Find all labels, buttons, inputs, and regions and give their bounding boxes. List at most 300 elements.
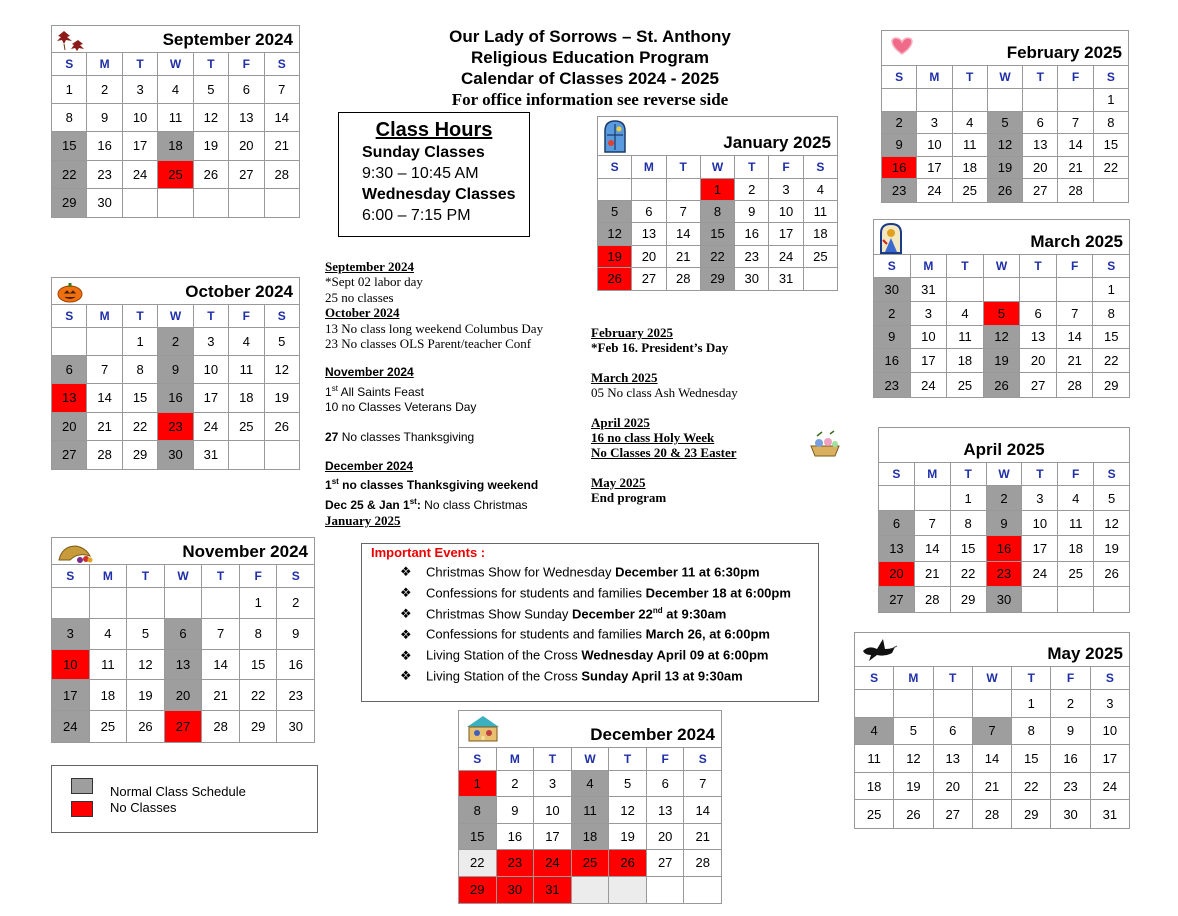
day-cell: 23	[735, 246, 769, 268]
day-cell: 3	[194, 328, 229, 356]
week-row	[52, 711, 314, 742]
empty-day-cell	[1094, 587, 1129, 612]
day-cell: 16	[1051, 745, 1090, 773]
day-cell: 11	[804, 201, 837, 223]
day-cell: 24	[52, 711, 90, 742]
empty-day-cell	[202, 588, 240, 619]
day-cell: 3	[911, 302, 948, 326]
day-cell: 11	[90, 650, 128, 681]
day-cell: 2	[277, 588, 314, 619]
day-cell: 23	[277, 680, 314, 711]
notes-nov-line: 27 No classes Thanksgiving	[325, 429, 475, 444]
weekday-header-row	[52, 305, 299, 328]
day-cell: 14	[1057, 326, 1094, 350]
day-cell: 9	[277, 619, 314, 650]
day-cell: 1	[52, 76, 87, 104]
day-cell: 12	[194, 104, 229, 132]
weekday-header-row	[879, 463, 1129, 486]
day-cell: 18	[572, 824, 610, 850]
day-cell: 8	[52, 104, 87, 132]
day-cell: 21	[202, 680, 240, 711]
day-cell: 28	[684, 850, 721, 876]
day-cell: 24	[911, 373, 948, 397]
day-cell: 27	[52, 441, 87, 469]
day-cell: 2	[1051, 690, 1090, 718]
day-cell: 29	[240, 711, 278, 742]
empty-day-cell	[1094, 179, 1128, 202]
day-cell: 9	[158, 356, 193, 384]
day-cell: 25	[229, 413, 264, 441]
weekday-header-row	[874, 255, 1129, 278]
week-row	[874, 278, 1129, 302]
weekday-label: F	[647, 748, 685, 771]
weekday-label: M	[497, 748, 535, 771]
weekday-header-row	[459, 748, 721, 771]
day-cell: 23	[158, 413, 193, 441]
weekday-label: W	[165, 565, 203, 588]
day-cell: 30	[87, 189, 122, 217]
day-cell: 6	[647, 771, 685, 797]
week-row	[874, 302, 1129, 326]
day-cell: 2	[87, 76, 122, 104]
notes-feb-line: *Feb 16. President’s Day	[591, 340, 729, 356]
weekday-label: W	[158, 53, 193, 76]
day-cell: 1	[459, 771, 497, 797]
day-cell: 25	[947, 373, 984, 397]
week-row	[52, 132, 299, 160]
notes-apr-heading: April 2025	[591, 414, 650, 430]
day-cell: 10	[194, 356, 229, 384]
week-row	[879, 536, 1129, 561]
day-cell: 18	[804, 223, 837, 245]
day-cell: 20	[165, 680, 203, 711]
day-cell: 29	[52, 189, 87, 217]
day-cell: 14	[915, 536, 951, 561]
weekday-label: S	[52, 53, 87, 76]
day-cell: 5	[127, 619, 165, 650]
notes-mar-heading: March 2025	[591, 369, 658, 385]
day-cell: 26	[988, 179, 1023, 202]
day-cell: 6	[165, 619, 203, 650]
day-cell: 21	[265, 132, 299, 160]
day-cell: 10	[917, 134, 952, 157]
day-cell: 15	[240, 650, 278, 681]
empty-day-cell	[988, 89, 1023, 112]
day-cell: 10	[769, 201, 803, 223]
day-cell: 14	[202, 650, 240, 681]
day-cell: 22	[1012, 773, 1051, 801]
class-hours-title: Class Hours	[375, 119, 493, 141]
sunday-classes-time: 9:30 – 10:45 AM	[362, 165, 479, 182]
weekday-label: T	[953, 66, 988, 89]
day-cell: 21	[915, 562, 951, 587]
week-row	[855, 800, 1129, 828]
calendar-november-2024	[51, 537, 315, 743]
day-cell: 6	[1023, 112, 1058, 135]
day-cell: 17	[52, 680, 90, 711]
day-cell: 21	[684, 824, 721, 850]
day-cell: 13	[934, 745, 973, 773]
day-cell: 14	[684, 797, 721, 823]
day-cell: 20	[1023, 157, 1058, 180]
week-row	[874, 373, 1129, 397]
day-cell: 3	[123, 76, 158, 104]
day-cell: 14	[667, 223, 701, 245]
weekday-label: T	[194, 53, 229, 76]
empty-day-cell	[1020, 278, 1057, 302]
notes-apr-line: No Classes 20 & 23 Easter	[591, 445, 737, 461]
notes-apr-line: 16 no class Holy Week	[591, 430, 715, 446]
week-row	[52, 189, 299, 217]
empty-day-cell	[598, 179, 632, 201]
day-cell: 20	[1020, 349, 1057, 373]
day-cell: 8	[459, 797, 497, 823]
day-cell: 4	[947, 302, 984, 326]
empty-day-cell	[1023, 89, 1058, 112]
day-cell: 1	[1012, 690, 1051, 718]
day-cell: 22	[459, 850, 497, 876]
weekday-label: S	[1093, 255, 1129, 278]
weekday-label: S	[684, 748, 721, 771]
calendar-september-2024	[51, 25, 300, 218]
class-hours-box	[338, 112, 530, 237]
autumn-leaves-icon	[56, 28, 90, 57]
calendar-april-2025	[878, 427, 1130, 613]
empty-day-cell	[229, 189, 264, 217]
weekday-label: F	[1057, 255, 1094, 278]
day-cell: 4	[90, 619, 128, 650]
day-cell: 29	[123, 441, 158, 469]
week-row	[598, 179, 837, 201]
notes-may-heading: May 2025	[591, 474, 646, 490]
office-info-note: For office information see reverse side	[451, 90, 729, 109]
day-cell: 31	[194, 441, 229, 469]
day-cell: 26	[609, 850, 647, 876]
week-row	[882, 89, 1128, 112]
bullet-icon: ❖	[400, 626, 412, 642]
weekday-label: S	[277, 565, 314, 588]
week-row	[459, 797, 721, 823]
empty-day-cell	[915, 486, 951, 511]
weekday-label: M	[87, 53, 122, 76]
weekday-label: T	[127, 565, 165, 588]
notes-nov-heading: November 2024	[325, 365, 414, 380]
day-cell: 22	[240, 680, 278, 711]
weekday-label: W	[988, 66, 1023, 89]
week-row	[855, 690, 1129, 718]
day-cell: 20	[52, 413, 87, 441]
month-title: May 2025	[1047, 644, 1123, 663]
notes-right	[591, 325, 821, 506]
empty-day-cell	[632, 179, 666, 201]
calendar-october-2024	[51, 277, 300, 470]
day-cell: 5	[598, 201, 632, 223]
day-cell: 3	[917, 112, 952, 135]
day-cell: 2	[882, 112, 917, 135]
day-cell: 18	[947, 349, 984, 373]
day-cell: 12	[127, 650, 165, 681]
day-cell: 15	[123, 384, 158, 412]
weekday-label: T	[947, 255, 984, 278]
legend-normal-label: Normal Class Schedule	[110, 784, 246, 799]
empty-day-cell	[879, 486, 915, 511]
week-row	[855, 773, 1129, 801]
day-cell: 19	[988, 157, 1023, 180]
weekday-label: T	[123, 53, 158, 76]
important-events-box	[361, 543, 819, 702]
event-item: ❖ Confessions for students and families March 26, at 6:00pm	[400, 626, 770, 642]
weekday-label: F	[769, 156, 803, 179]
day-cell: 31	[911, 278, 948, 302]
empty-day-cell	[265, 441, 299, 469]
day-cell: 4	[804, 179, 837, 201]
day-cell: 16	[87, 132, 122, 160]
day-cell: 30	[735, 268, 769, 290]
event-item: ❖ Living Station of the Cross Sunday April 13 at 9:30am	[400, 668, 743, 684]
week-row	[598, 246, 837, 268]
event-item: ❖ Christmas Show Sunday December 22nd at 9:30am	[400, 605, 727, 621]
day-cell: 24	[769, 246, 803, 268]
legend-box	[51, 765, 318, 833]
day-cell: 28	[202, 711, 240, 742]
day-cell: 27	[165, 711, 203, 742]
notes-left	[325, 259, 595, 529]
notes-dec-line: 1st no classes Thanksgiving weekend	[325, 477, 539, 493]
day-cell: 14	[265, 104, 299, 132]
month-title: November 2024	[182, 542, 308, 561]
month-title: October 2024	[185, 282, 293, 301]
day-cell: 15	[1094, 134, 1128, 157]
day-cell: 21	[973, 773, 1012, 801]
day-cell: 3	[52, 619, 90, 650]
day-cell: 12	[894, 745, 933, 773]
day-cell: 22	[52, 161, 87, 189]
day-cell: 25	[953, 179, 988, 202]
notes-oct-line: 13 No class long weekend Columbus Day	[325, 320, 544, 336]
day-cell: 17	[194, 384, 229, 412]
day-cell: 17	[911, 349, 948, 373]
empty-day-cell	[1022, 587, 1058, 612]
weekday-label: T	[534, 748, 572, 771]
weekday-label: M	[915, 463, 951, 486]
day-cell: 18	[855, 773, 894, 801]
day-cell: 19	[127, 680, 165, 711]
day-cell: 31	[534, 877, 572, 903]
weekday-header-row	[882, 66, 1128, 89]
day-cell: 8	[240, 619, 278, 650]
day-cell: 23	[1051, 773, 1090, 801]
week-row	[879, 587, 1129, 612]
weekday-label: T	[609, 748, 647, 771]
weekday-label: M	[917, 66, 952, 89]
weekday-label: M	[911, 255, 948, 278]
day-cell: 24	[917, 179, 952, 202]
day-cell: 8	[123, 356, 158, 384]
day-cell: 21	[87, 413, 122, 441]
day-cell: 8	[1094, 112, 1128, 135]
day-cell: 19	[609, 824, 647, 850]
empty-day-cell	[882, 89, 917, 112]
day-cell: 7	[1058, 112, 1093, 135]
weekday-label: T	[951, 463, 987, 486]
day-cell: 31	[1102, 806, 1118, 822]
day-cell: 26	[127, 711, 165, 742]
day-cell: 1	[1093, 278, 1129, 302]
day-cell: 31	[769, 268, 803, 290]
day-cell: 21	[1058, 157, 1093, 180]
empty-day-cell	[572, 877, 610, 903]
dove-icon	[859, 635, 899, 670]
week-row	[459, 771, 721, 797]
day-cell: 2	[874, 302, 911, 326]
day-cell: 7	[667, 201, 701, 223]
nativity-icon	[463, 713, 503, 748]
weekday-label: W	[572, 748, 610, 771]
sunday-classes-label: Sunday Classes	[362, 144, 485, 161]
day-cell: 9	[882, 134, 917, 157]
empty-day-cell	[1058, 89, 1093, 112]
event-item: ❖ Living Station of the Cross Wednesday April 09 at 6:00pm	[400, 647, 769, 663]
day-cell: 27	[1020, 373, 1057, 397]
weekday-label: S	[52, 305, 87, 328]
empty-day-cell	[984, 278, 1021, 302]
calendar-december-2024	[458, 710, 722, 904]
day-cell: 12	[265, 356, 299, 384]
day-cell: 7	[684, 771, 721, 797]
day-cell: 11	[855, 745, 894, 773]
notes-sep-line: *Sept 02 labor day	[325, 274, 423, 290]
weekday-label: F	[240, 565, 278, 588]
weekday-label: T	[202, 565, 240, 588]
day-cell: 18	[229, 384, 264, 412]
day-cell: 4	[229, 328, 264, 356]
day-cell: 13	[1020, 326, 1057, 350]
day-cell: 24	[534, 850, 572, 876]
day-cell: 10	[911, 326, 948, 350]
weekday-label: S	[804, 156, 837, 179]
day-cell: 29	[701, 268, 735, 290]
heart-icon	[886, 33, 918, 62]
weekday-label: F	[1058, 66, 1093, 89]
notes-oct-heading: October 2024	[325, 305, 400, 321]
day-cell: 26	[894, 800, 933, 828]
empty-day-cell	[265, 189, 299, 217]
day-cell: 10	[52, 650, 90, 681]
day-cell: 1	[951, 486, 987, 511]
day-cell: 6	[229, 76, 264, 104]
notes-sep-line: 25 no classes	[325, 289, 394, 305]
day-cell: 12	[1094, 511, 1129, 536]
weekday-label: W	[973, 667, 1012, 690]
day-cell: 19	[194, 132, 229, 160]
bullet-icon: ❖	[400, 647, 412, 663]
day-cell: 17	[917, 157, 952, 180]
day-cell: 17	[1022, 536, 1058, 561]
day-cell: 27	[879, 587, 915, 612]
weekday-label: T	[1022, 463, 1058, 486]
weekday-label: S	[265, 305, 299, 328]
weekday-header-row	[598, 156, 837, 179]
weekday-label: T	[1012, 667, 1051, 690]
day-cell: 5	[984, 302, 1021, 326]
empty-day-cell	[917, 89, 952, 112]
day-cell: 28	[1058, 179, 1093, 202]
week-row	[52, 328, 299, 356]
day-cell: 1	[701, 179, 735, 201]
empty-day-cell	[158, 189, 193, 217]
month-title: March 2025	[1030, 232, 1123, 251]
bullet-icon: ❖	[400, 668, 412, 684]
empty-day-cell	[647, 877, 685, 903]
wednesday-classes-time: 6:00 – 7:15 PM	[362, 207, 471, 224]
day-cell: 8	[1093, 302, 1129, 326]
week-row	[855, 745, 1129, 773]
weekday-label: M	[632, 156, 666, 179]
day-cell: 16	[497, 824, 535, 850]
day-cell: 25	[804, 246, 837, 268]
notes-feb-heading: February 2025	[591, 325, 673, 340]
day-cell: 27	[647, 850, 685, 876]
day-cell: 7	[87, 356, 122, 384]
day-cell: 15	[951, 536, 987, 561]
day-cell: 5	[1094, 486, 1129, 511]
day-cell: 7	[265, 76, 299, 104]
weekday-label: M	[87, 305, 122, 328]
week-row	[598, 201, 837, 223]
bullet-icon: ❖	[400, 564, 412, 580]
day-cell: 8	[951, 511, 987, 536]
day-cell: 17	[534, 824, 572, 850]
weekday-label: T	[1023, 66, 1058, 89]
weekday-label: S	[265, 53, 299, 76]
legend-normal-swatch	[71, 778, 93, 794]
day-cell: 3	[534, 771, 572, 797]
calendar-march-2025	[873, 219, 1130, 398]
day-cell: 9	[497, 797, 535, 823]
day-cell: 16	[874, 349, 911, 373]
month-title: April 2025	[963, 440, 1045, 459]
saint-window-icon	[878, 222, 904, 259]
day-cell: 15	[701, 223, 735, 245]
week-row	[882, 134, 1128, 157]
day-cell: 23	[87, 161, 122, 189]
important-events-title: Important Events :	[371, 545, 486, 560]
wednesday-classes-label: Wednesday Classes	[362, 186, 516, 203]
empty-day-cell	[229, 441, 264, 469]
day-cell: 19	[598, 246, 632, 268]
calendar-february-2025	[881, 30, 1129, 203]
day-cell: 11	[158, 104, 193, 132]
day-cell: 9	[987, 511, 1023, 536]
day-cell: 2	[987, 486, 1023, 511]
week-row	[52, 650, 314, 681]
week-row	[879, 562, 1129, 587]
day-cell: 20	[934, 773, 973, 801]
day-cell: 23	[497, 850, 535, 876]
day-cell: 20	[632, 246, 666, 268]
day-cell: 2	[735, 179, 769, 201]
day-cell: 26	[984, 373, 1021, 397]
day-cell: 10	[1022, 511, 1058, 536]
day-cell: 29	[459, 877, 497, 903]
week-row	[52, 104, 299, 132]
day-cell: 12	[988, 134, 1023, 157]
cornucopia-icon	[56, 540, 94, 569]
day-cell: 28	[667, 268, 701, 290]
day-cell: 6	[934, 718, 973, 746]
day-cell: 27	[934, 800, 973, 828]
week-row	[879, 486, 1129, 511]
